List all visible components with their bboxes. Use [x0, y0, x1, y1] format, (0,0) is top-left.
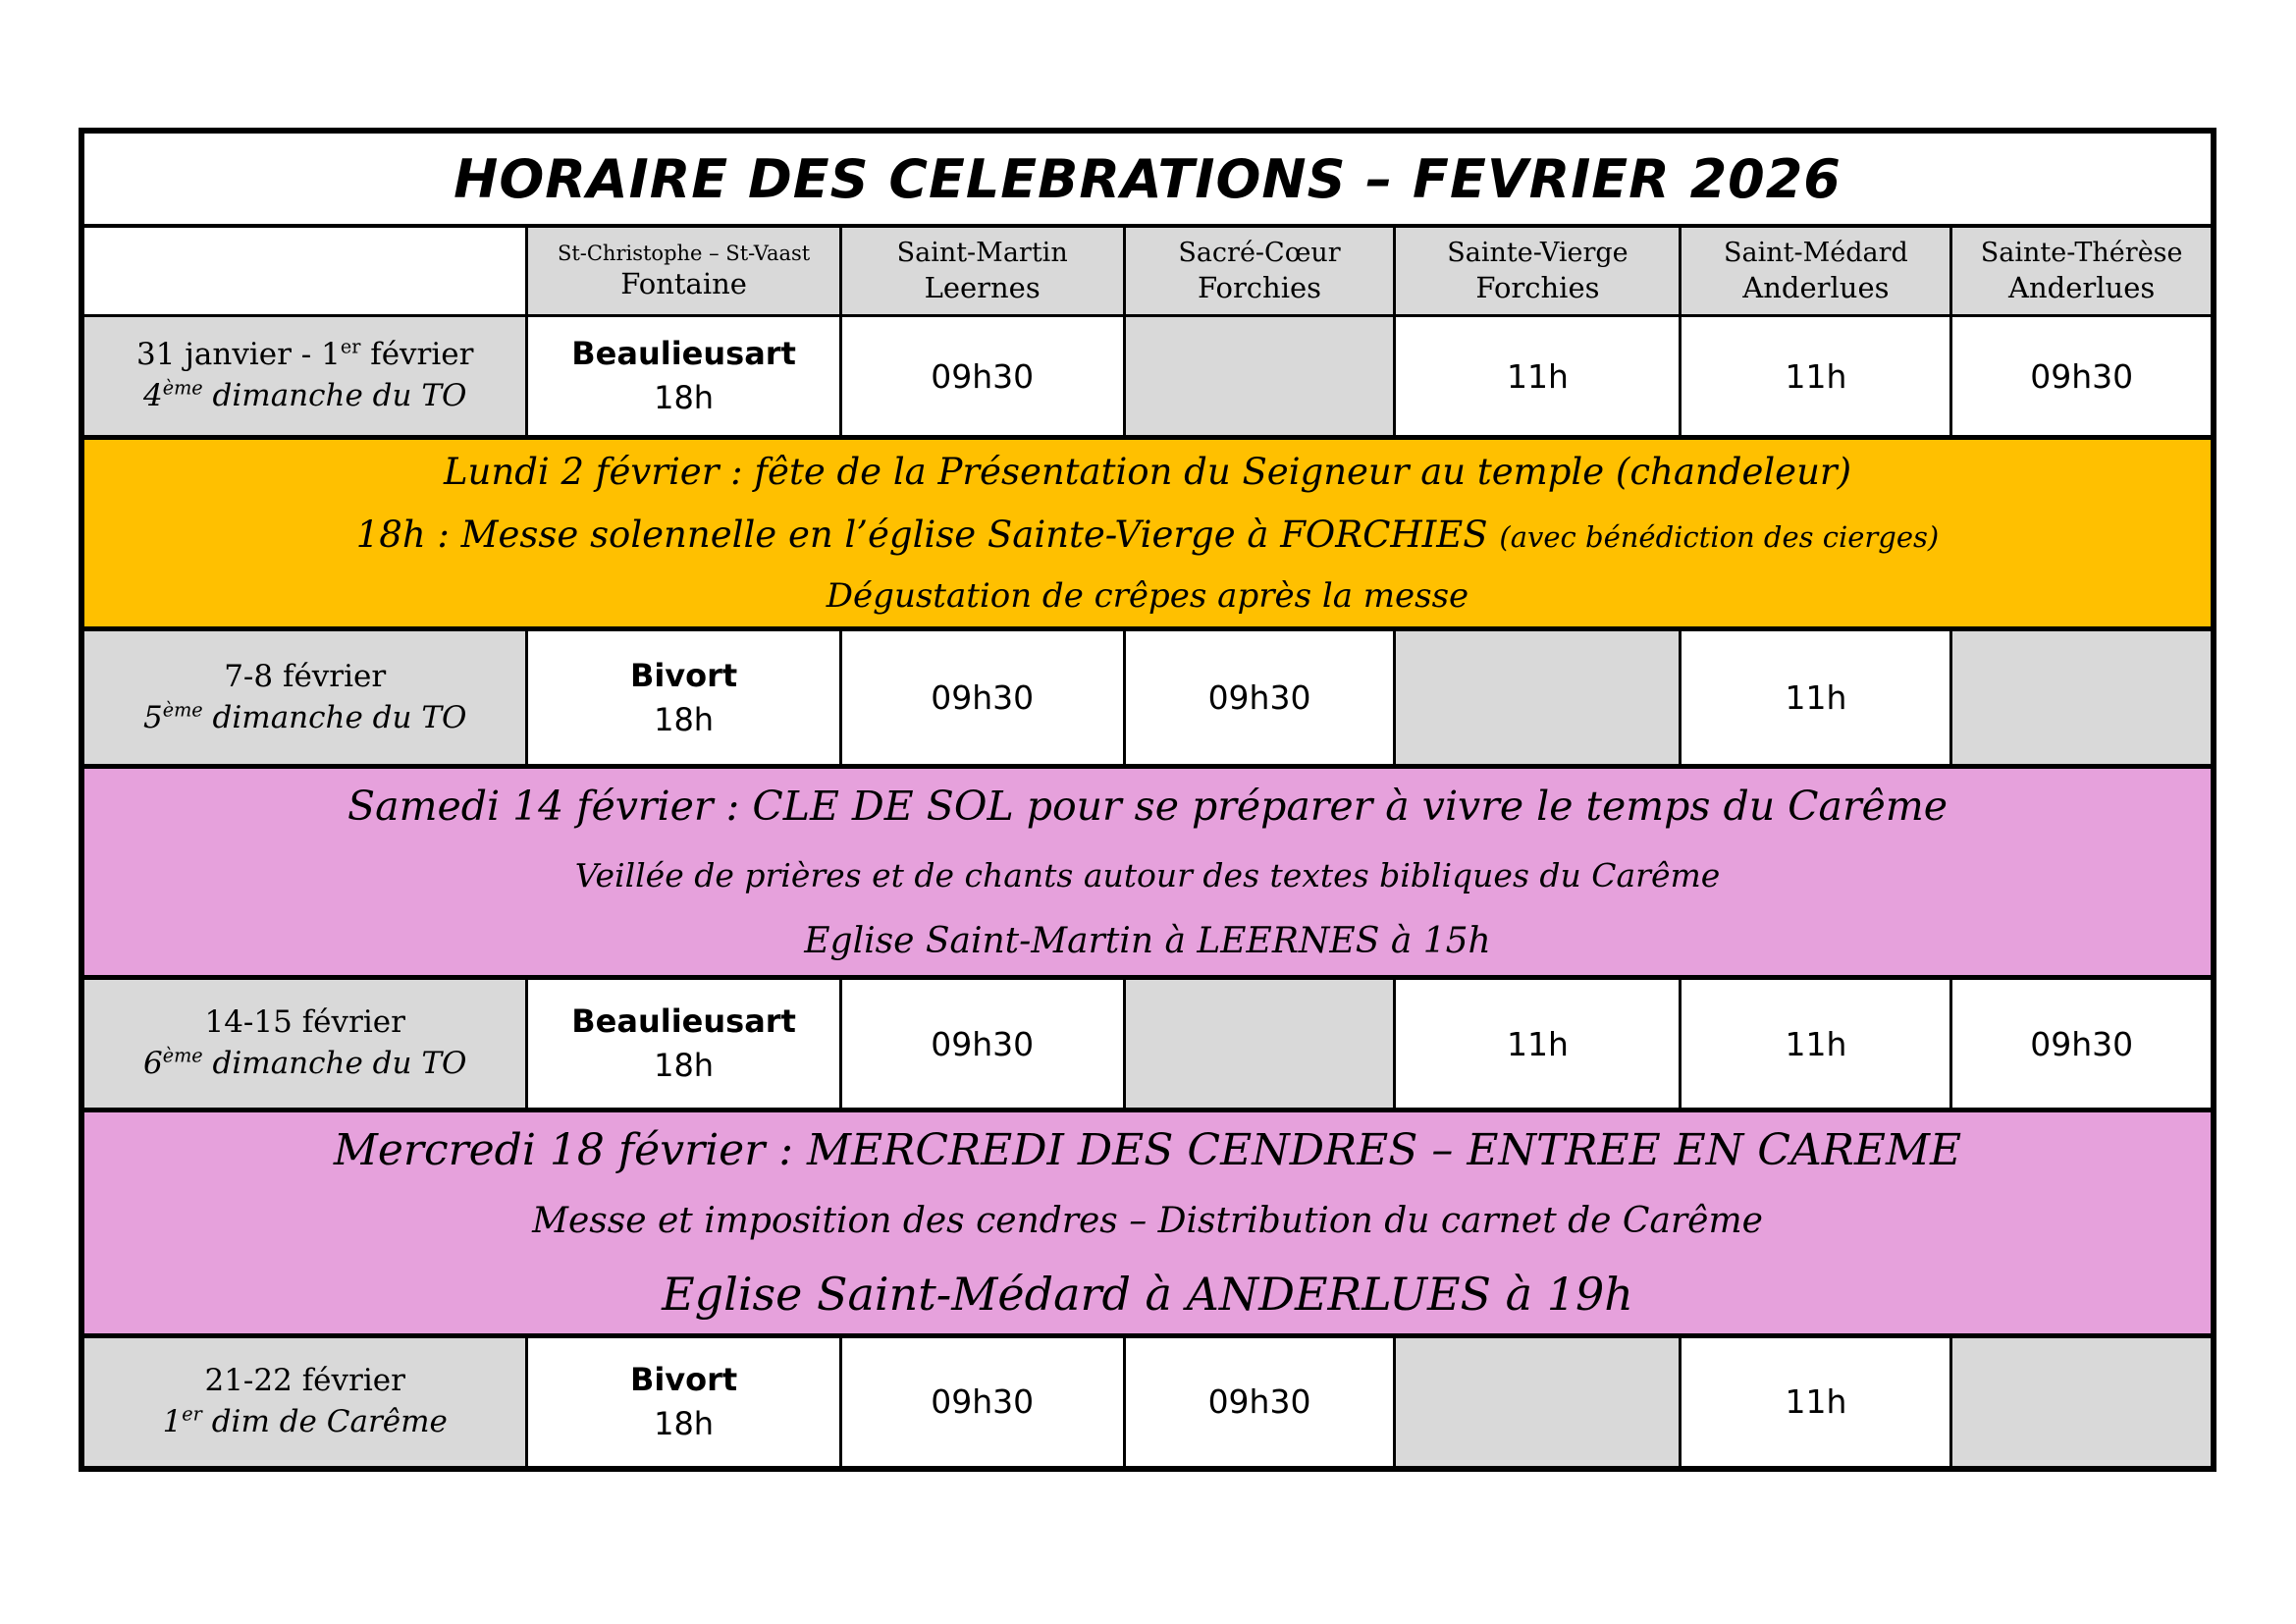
church-town: Anderlues	[1742, 270, 1890, 304]
place-name: Beaulieusart	[571, 335, 796, 373]
banner-row-chandeleur	[81, 438, 2214, 629]
church-name: Sainte-Thérèse	[1980, 238, 2183, 268]
church-name: Sacré-Cœur	[1178, 238, 1341, 268]
schedule-row-5e-dimanche	[81, 629, 2214, 767]
banner-line: Mercredi 18 février : MERCREDI DES CENDRES – ENTREE EN CAREME	[333, 1125, 1962, 1176]
banner-line: 18h : Messe solennelle en l’église Sainte-Vierge à FORCHIES (avec bénédiction des cierges)	[355, 513, 1940, 556]
banner-row-cle-de-sol	[81, 767, 2214, 978]
time-cell: 09h30	[840, 316, 1124, 438]
liturgical-label: 6ème dimanche du TO	[143, 1044, 467, 1081]
banner-line: Dégustation de crêpes après la messe	[826, 576, 1469, 617]
date-cell	[81, 1336, 527, 1469]
church-town: Forchies	[1475, 270, 1600, 304]
schedule-row-4e-dimanche	[81, 316, 2214, 438]
church-name: Sainte-Vierge	[1447, 238, 1629, 268]
time-cell: 11h	[1395, 978, 1681, 1110]
header-row	[81, 226, 2214, 316]
schedule-sheet	[79, 128, 2216, 1472]
time-cell: 09h30	[840, 629, 1124, 767]
time-cell: 09h30	[1951, 316, 2214, 438]
header-fontaine	[527, 226, 840, 316]
church-name: St-Christophe – St-Vaast	[557, 241, 811, 265]
banner-line: Eglise Saint-Martin à LEERNES à 15h	[804, 921, 1491, 962]
title-row	[81, 131, 2214, 226]
time-cell-empty	[1951, 1336, 2214, 1469]
time-cell-empty	[1951, 629, 2214, 767]
date-line: 31 janvier - 1er février	[135, 335, 474, 373]
banner-cendres	[81, 1110, 2214, 1336]
date-cell	[81, 629, 527, 767]
time-cell-empty	[1124, 316, 1395, 438]
time-cell: 11h	[1681, 978, 1951, 1110]
fontaine-cell	[527, 978, 840, 1110]
liturgical-label: 4ème dimanche du TO	[143, 376, 467, 413]
place-name: Beaulieusart	[571, 1002, 796, 1041]
banner-line: Samedi 14 février : CLE DE SOL pour se préparer à vivre le temps du Carême	[347, 782, 1948, 830]
banner-line: Veillée de prières et de chants autour des textes bibliques du Carême	[574, 855, 1721, 894]
date-line: 7-8 février	[224, 658, 387, 694]
place-name: Bivort	[629, 656, 738, 694]
header-saint-medard	[1681, 226, 1951, 316]
title-cell	[81, 131, 2214, 226]
banner-chandeleur	[81, 438, 2214, 629]
schedule-row-1er-careme	[81, 1336, 2214, 1469]
time-cell: 11h	[1681, 629, 1951, 767]
mass-time: 18h	[654, 1047, 715, 1084]
banner-cle-de-sol	[81, 767, 2214, 978]
page-title: HORAIRE DES CELEBRATIONS – FEVRIER 2026	[454, 147, 1842, 210]
time-cell: 09h30	[1124, 1336, 1395, 1469]
liturgical-label: 5ème dimanche du TO	[143, 698, 467, 735]
church-name: Saint-Martin	[896, 238, 1068, 268]
time-cell: 09h30	[840, 978, 1124, 1110]
date-line: 14-15 février	[204, 1004, 405, 1041]
church-town: Anderlues	[2008, 270, 2156, 304]
date-cell	[81, 316, 527, 438]
time-cell-empty	[1395, 629, 1681, 767]
church-town: Leernes	[924, 270, 1041, 304]
time-cell: 09h30	[840, 1336, 1124, 1469]
liturgical-label: 1er dim de Carême	[162, 1402, 448, 1439]
banner-line: Eglise Saint-Médard à ANDERLUES à 19h	[662, 1267, 1633, 1321]
date-cell	[81, 978, 527, 1110]
time-cell: 09h30	[1951, 978, 2214, 1110]
place-name: Bivort	[629, 1360, 738, 1398]
mass-time: 18h	[654, 379, 715, 416]
church-town: Forchies	[1197, 270, 1322, 304]
time-cell: 11h	[1681, 316, 1951, 438]
celebration-schedule-table	[79, 128, 2216, 1472]
time-cell-empty	[1395, 1336, 1681, 1469]
church-town: Fontaine	[620, 267, 747, 300]
time-cell-empty	[1124, 978, 1395, 1110]
mass-time: 18h	[654, 1404, 715, 1442]
date-line: 21-22 février	[204, 1362, 405, 1398]
church-name: Saint-Médard	[1724, 238, 1908, 268]
mass-time: 18h	[654, 700, 715, 738]
header-sacre-coeur	[1124, 226, 1395, 316]
banner-line: Messe et imposition des cendres – Distribution du carnet de Carême	[532, 1201, 1763, 1242]
schedule-row-6e-dimanche	[81, 978, 2214, 1110]
header-sainte-vierge	[1395, 226, 1681, 316]
time-cell: 11h	[1395, 316, 1681, 438]
time-cell: 11h	[1681, 1336, 1951, 1469]
time-cell: 09h30	[1124, 629, 1395, 767]
banner-row-cendres	[81, 1110, 2214, 1336]
header-leernes	[840, 226, 1124, 316]
fontaine-cell	[527, 1336, 840, 1469]
header-empty-cell	[81, 226, 527, 316]
fontaine-cell	[527, 316, 840, 438]
banner-line: Lundi 2 février : fête de la Présentation du Seigneur au temple (chandeleur)	[443, 450, 1852, 493]
fontaine-cell	[527, 629, 840, 767]
header-sainte-therese	[1951, 226, 2214, 316]
